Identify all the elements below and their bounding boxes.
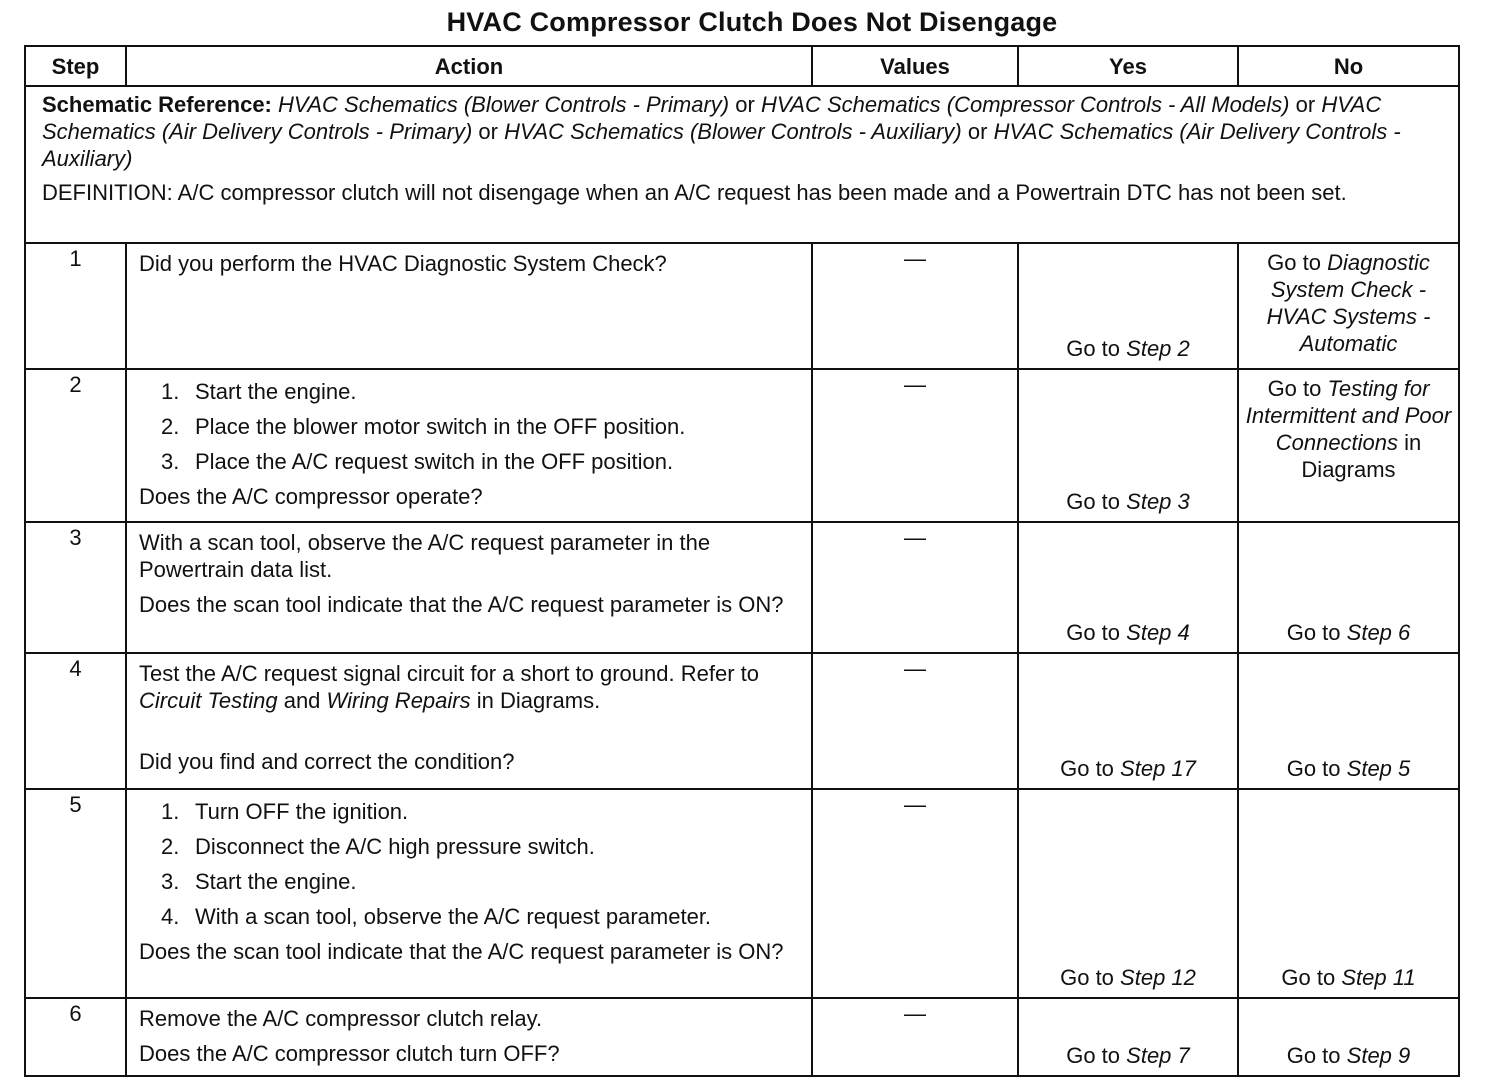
no-link[interactable]: Testing for Intermittent and Poor Connections [1245, 376, 1452, 455]
step-action [126, 789, 812, 998]
no-link[interactable]: Step 5 [1346, 756, 1411, 781]
yes-link[interactable]: Step 12 [1120, 965, 1196, 990]
step-number: 3 [25, 522, 126, 653]
no-cell [1238, 789, 1459, 998]
or-text: or [735, 92, 755, 117]
or-text: or [1295, 92, 1316, 117]
list-number: 3. [161, 869, 180, 894]
procedure-list [139, 378, 801, 475]
list-number: 2. [161, 414, 180, 439]
yes-goto[interactable] [1019, 755, 1237, 782]
yes-cell [1018, 243, 1238, 369]
step-instruction: With a scan tool, observe the A/C request parameter in the Powertrain data list. [139, 530, 711, 582]
no-goto[interactable] [1239, 964, 1458, 991]
step-number: 1 [25, 243, 126, 369]
header-yes: Yes [1018, 46, 1238, 86]
yes-link[interactable]: Step 7 [1126, 1043, 1190, 1068]
step-action [126, 369, 812, 522]
no-goto[interactable] [1239, 1042, 1458, 1069]
header-values: Values [812, 46, 1018, 86]
no-link[interactable]: Step 11 [1341, 965, 1416, 990]
no-cell [1238, 369, 1459, 522]
schematic-reference-row [25, 86, 1459, 243]
no-cell [1238, 653, 1459, 789]
no-cell [1238, 243, 1459, 369]
step-question: Does the scan tool indicate that the A/C request parameter is ON? [139, 939, 784, 964]
yes-cell [1018, 789, 1238, 998]
step-number: 6 [25, 998, 126, 1076]
header-action: Action [126, 46, 812, 86]
or-text: or [967, 119, 988, 144]
header-step: Step [25, 46, 126, 86]
list-text: Start the engine. [195, 869, 357, 894]
goto-prefix: Go to [1066, 336, 1121, 361]
goto-suffix: in Diagrams [1301, 430, 1422, 482]
schematic-link-3[interactable]: HVAC Schematics (Air Delivery Controls - Primary) [42, 92, 1382, 144]
definition-text: DEFINITION: A/C compressor clutch will not disengage when an A/C request has been made and a Powertrain DTC has not been set. [42, 180, 1347, 205]
yes-goto[interactable] [1019, 619, 1237, 646]
yes-cell [1018, 369, 1238, 522]
goto-prefix: Go to [1286, 1043, 1341, 1068]
step-instruction [139, 660, 801, 714]
header-row [25, 46, 1459, 86]
goto-prefix: Go to [1066, 1043, 1121, 1068]
list-text: Start the engine. [195, 379, 357, 404]
yes-link[interactable]: Step 17 [1120, 756, 1196, 781]
page-title: HVAC Compressor Clutch Does Not Disengage [446, 7, 1058, 37]
yes-goto[interactable] [1019, 1042, 1237, 1069]
and-text: and [283, 688, 321, 713]
no-link[interactable]: Step 6 [1346, 620, 1411, 645]
step-question: Does the A/C compressor clutch turn OFF? [139, 1041, 560, 1066]
schematic-reference [42, 91, 1444, 172]
schematic-reference-label: Schematic Reference: [42, 92, 272, 117]
step-number: 5 [25, 789, 126, 998]
step-question: Did you find and correct the condition? [139, 749, 515, 774]
table-row [25, 522, 1459, 653]
list-number: 2. [161, 834, 180, 859]
table-row [25, 369, 1459, 522]
step-question: Does the A/C compressor operate? [139, 484, 483, 509]
list-number: 3. [161, 449, 180, 474]
no-goto[interactable] [1245, 249, 1452, 357]
step-value: — [812, 653, 1018, 789]
table-row [25, 789, 1459, 998]
goto-prefix: Go to [1267, 250, 1321, 275]
list-item [161, 833, 801, 860]
yes-cell [1018, 653, 1238, 789]
goto-prefix: Go to [1060, 965, 1114, 990]
yes-goto[interactable] [1019, 335, 1237, 362]
yes-cell [1018, 522, 1238, 653]
table-row [25, 998, 1459, 1076]
no-link[interactable]: Diagnostic System Check - HVAC Systems - Automatic [1266, 250, 1431, 356]
list-text: Disconnect the A/C high pressure switch. [195, 834, 595, 859]
schematic-link-2[interactable]: HVAC Schematics (Compressor Controls - All Models) [760, 92, 1290, 117]
no-link[interactable]: Step 9 [1346, 1043, 1411, 1068]
step-value: — [812, 998, 1018, 1076]
yes-cell [1018, 998, 1238, 1076]
instruction-end: in Diagrams. [476, 688, 601, 713]
list-number: 4. [161, 904, 180, 929]
list-item [161, 868, 801, 895]
list-item [161, 448, 801, 475]
yes-link[interactable]: Step 4 [1126, 620, 1190, 645]
step-value: — [812, 369, 1018, 522]
goto-prefix: Go to [1066, 620, 1121, 645]
list-number: 1. [161, 799, 180, 824]
no-goto[interactable] [1239, 619, 1458, 646]
no-goto[interactable] [1245, 375, 1452, 483]
step-question: Does the scan tool indicate that the A/C request parameter is ON? [139, 592, 784, 617]
list-text: Place the A/C request switch in the OFF position. [195, 449, 674, 474]
header-no: No [1238, 46, 1459, 86]
step-action [126, 653, 812, 789]
step-value: — [812, 243, 1018, 369]
goto-prefix: Go to [1066, 489, 1121, 514]
list-text: Turn OFF the ignition. [195, 799, 409, 824]
schematic-reference-cell [25, 86, 1459, 243]
step-number: 2 [25, 369, 126, 522]
schematic-link-1[interactable]: HVAC Schematics (Blower Controls - Primary) [278, 92, 730, 117]
procedure-list [139, 798, 801, 930]
step-number: 4 [25, 653, 126, 789]
no-cell [1238, 998, 1459, 1076]
step-action [126, 522, 812, 653]
step-value: — [812, 522, 1018, 653]
goto-prefix: Go to [1286, 620, 1341, 645]
yes-goto[interactable] [1019, 964, 1237, 991]
step-value: — [812, 789, 1018, 998]
step-instruction: Remove the A/C compressor clutch relay. [139, 1006, 543, 1031]
step-action [126, 243, 812, 369]
list-text: With a scan tool, observe the A/C request parameter. [195, 904, 712, 929]
table-row [25, 653, 1459, 789]
goto-prefix: Go to [1060, 756, 1114, 781]
yes-link[interactable]: Step 3 [1126, 489, 1190, 514]
table-row [25, 243, 1459, 369]
yes-link[interactable]: Step 2 [1126, 336, 1190, 361]
diagnostic-table [24, 45, 1460, 1077]
goto-prefix: Go to [1267, 376, 1322, 401]
list-text: Place the blower motor switch in the OFF position. [195, 414, 686, 439]
list-item [161, 378, 801, 405]
list-item [161, 798, 801, 825]
instruction-text: Test the A/C request signal circuit for a short to ground. Refer to [139, 661, 759, 686]
schematic-link-5[interactable]: HVAC Schematics (Air Delivery Controls - Auxiliary) [42, 119, 1401, 171]
list-item [161, 413, 801, 440]
list-item [161, 903, 801, 930]
no-goto[interactable] [1239, 755, 1458, 782]
circuit-testing-link[interactable]: Circuit Testing [139, 688, 278, 713]
no-cell [1238, 522, 1459, 653]
schematic-link-4[interactable]: HVAC Schematics (Blower Controls - Auxiliary) [504, 119, 962, 144]
step-action [126, 998, 812, 1076]
step-question: Did you perform the HVAC Diagnostic System Check? [139, 251, 667, 276]
goto-prefix: Go to [1286, 756, 1341, 781]
wiring-repairs-link[interactable]: Wiring Repairs [326, 688, 471, 713]
yes-goto[interactable] [1019, 488, 1237, 515]
list-number: 1. [161, 379, 180, 404]
or-text: or [478, 119, 498, 144]
goto-prefix: Go to [1281, 965, 1336, 990]
